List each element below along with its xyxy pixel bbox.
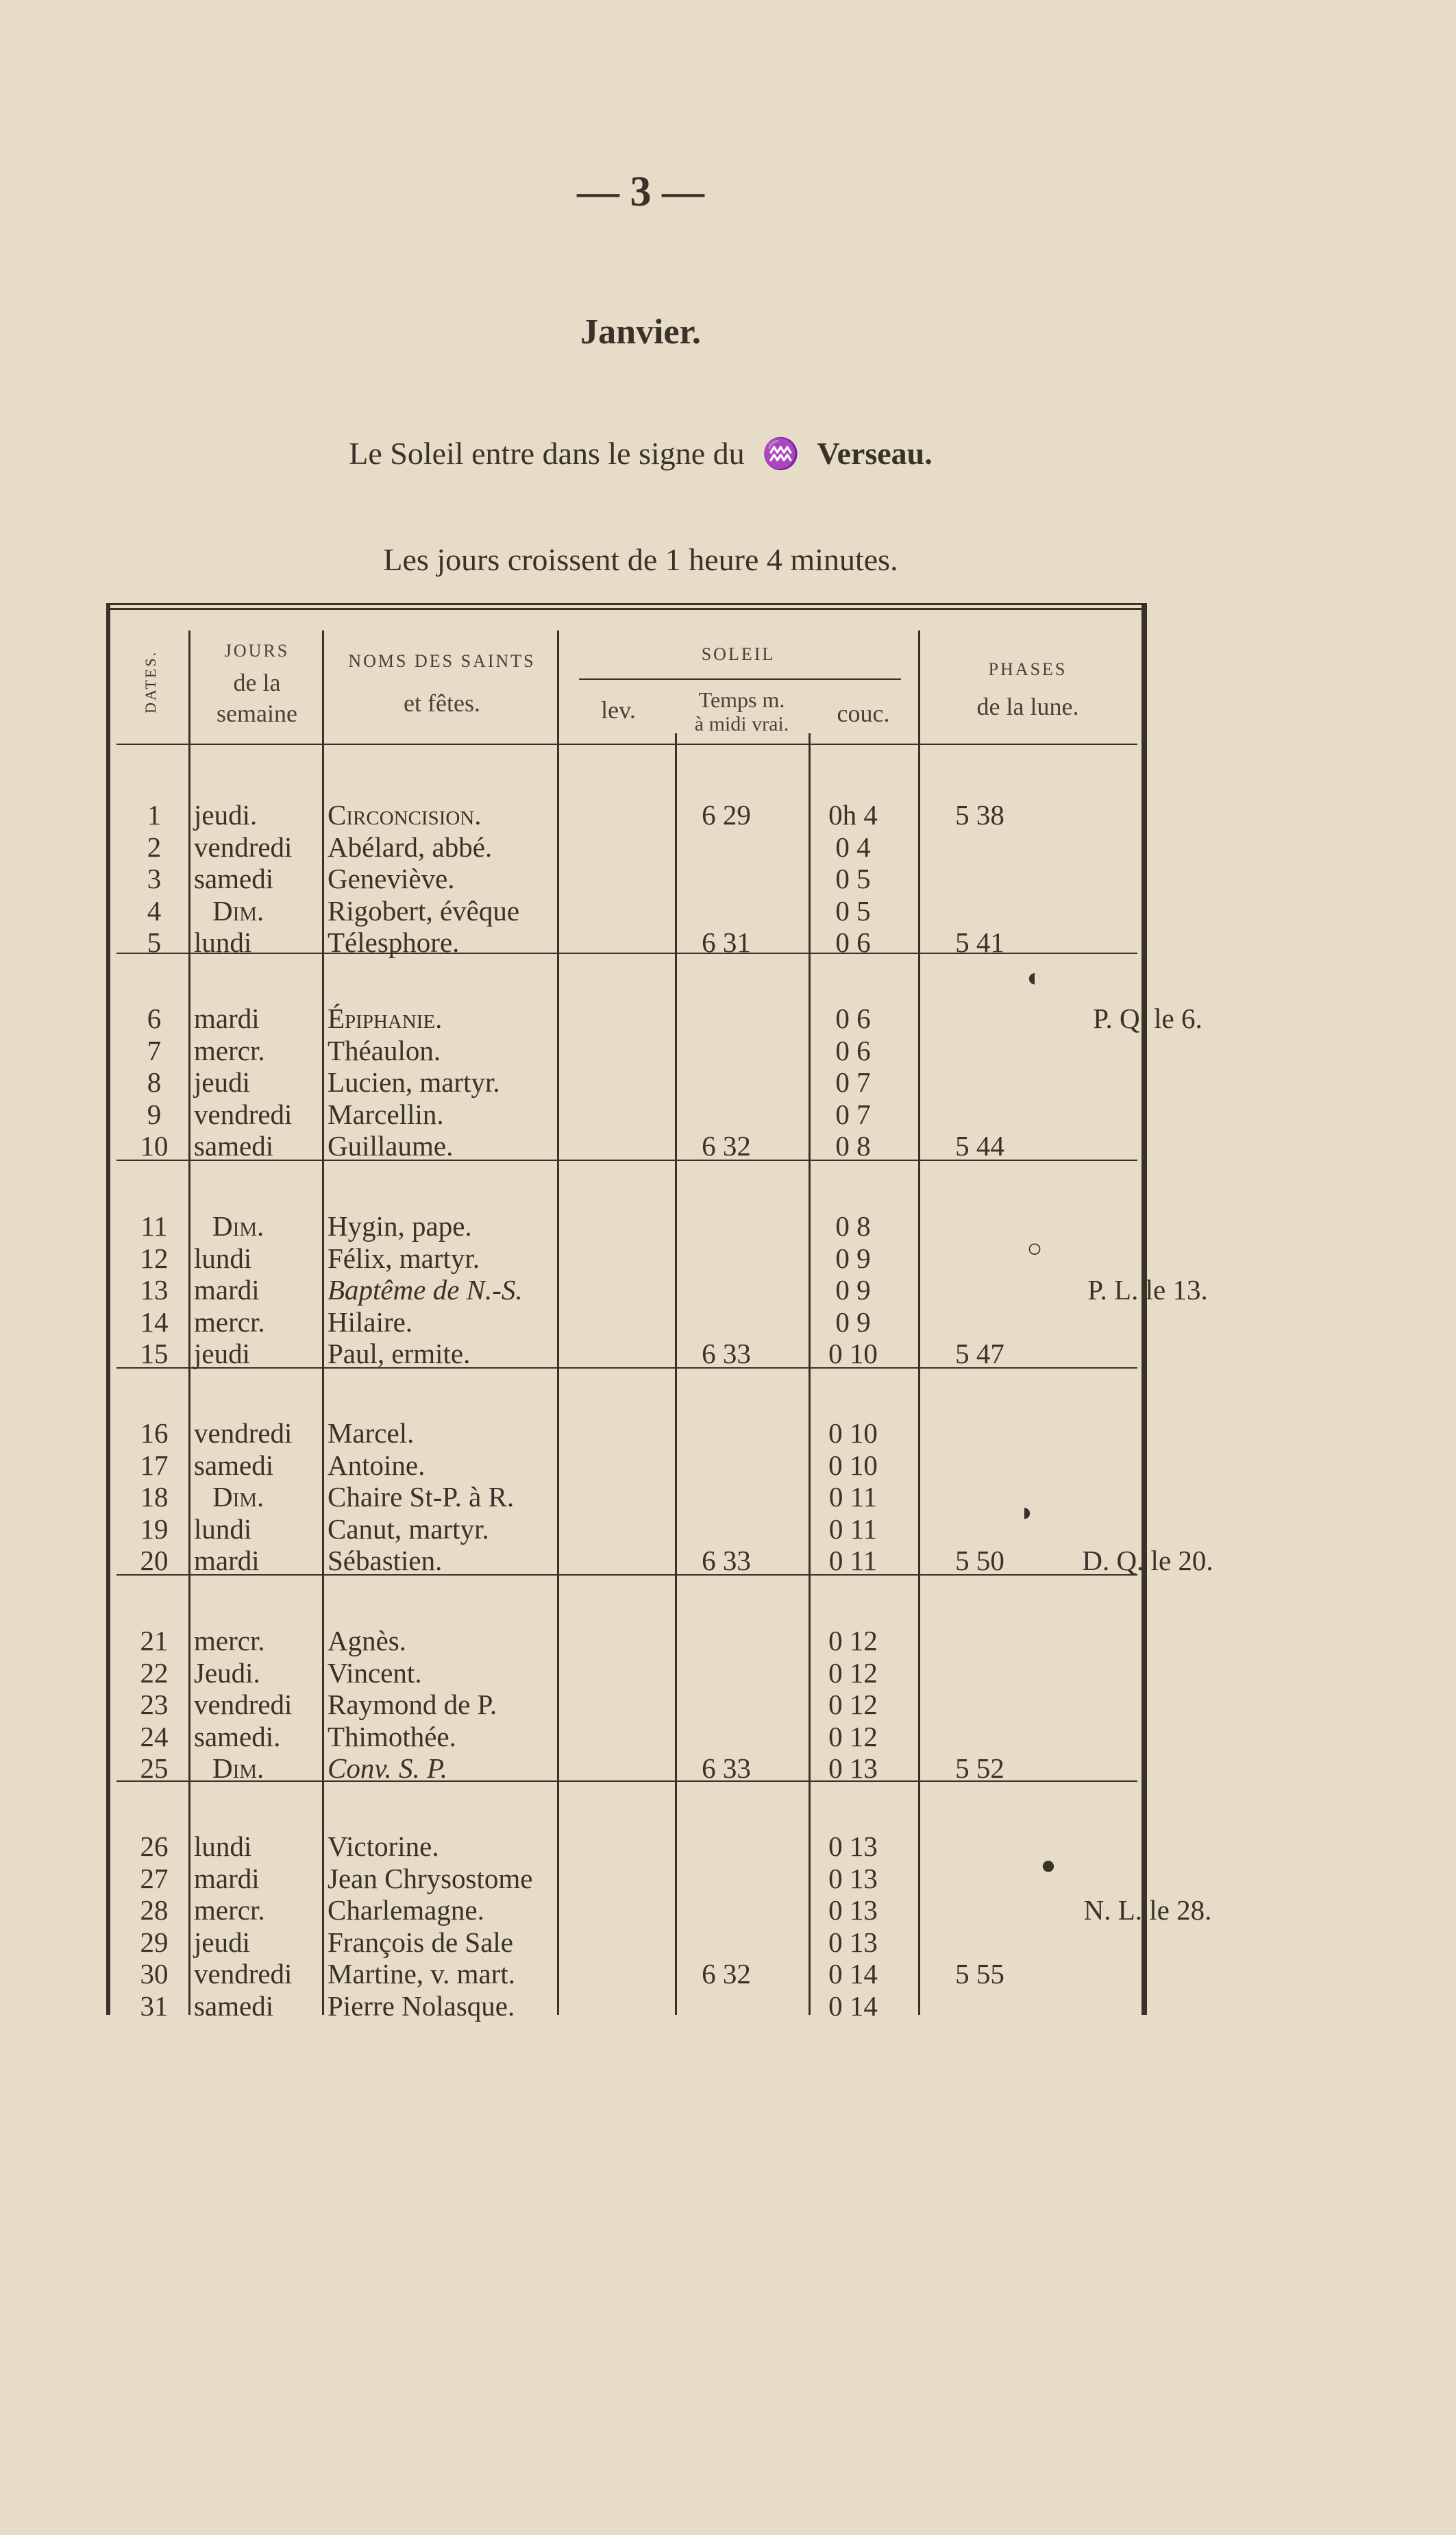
last-quarter-moon-icon: ◑ <box>1016 1498 1033 1527</box>
days-note: Les jours croissent de 1 heure 4 minutes. <box>383 542 898 577</box>
header-jours-3: semaine <box>217 700 297 727</box>
header-soleil-rule <box>579 678 901 680</box>
date-cell: 12 <box>140 1242 169 1274</box>
table-row <box>110 1544 1213 1578</box>
day-cell: lundi <box>194 1830 252 1862</box>
saint-cell: Antoine. <box>328 1449 425 1481</box>
day-cell: lundi <box>194 927 252 958</box>
day-cell: mardi <box>194 1862 260 1894</box>
header-lev: lev. <box>601 696 636 724</box>
header-dates: DATES. <box>142 650 159 713</box>
header-temps: Temps m. <box>698 687 785 712</box>
day-cell: Dim. <box>212 1210 264 1242</box>
date-cell: 13 <box>140 1274 169 1306</box>
noon-time-cell: 0 13 <box>828 1894 878 1926</box>
day-cell: mardi <box>194 1003 260 1034</box>
day-cell: mardi <box>194 1274 260 1306</box>
date-cell: 29 <box>140 1926 169 1958</box>
saint-cell: Charlemagne. <box>328 1894 484 1926</box>
table-row <box>110 1480 1137 1515</box>
saint-cell: Hilaire. <box>328 1306 413 1338</box>
date-cell: 31 <box>140 1989 169 2022</box>
date-cell: 1 <box>147 799 162 831</box>
table-row <box>110 1513 1137 1547</box>
saint-cell: Sébastien. <box>328 1545 443 1576</box>
day-cell: lundi <box>194 1513 252 1545</box>
date-cell: 16 <box>140 1417 169 1449</box>
noon-time-cell: 0 12 <box>828 1689 878 1720</box>
table-row <box>110 1752 1137 1786</box>
noon-time-cell: 0 9 <box>835 1306 871 1338</box>
noon-time-cell: 0 6 <box>835 927 871 958</box>
saint-cell: Raymond de P. <box>328 1689 497 1720</box>
date-cell: 22 <box>140 1656 169 1689</box>
header-bottom-rule <box>116 744 1137 745</box>
saint-cell: Circoncision. <box>328 799 482 831</box>
day-cell: vendredi <box>194 831 293 863</box>
header-soleil: SOLEIL <box>701 644 776 664</box>
date-cell: 4 <box>147 894 162 927</box>
noon-time-cell: 0 13 <box>828 1752 878 1784</box>
day-cell: Dim. <box>212 1481 264 1513</box>
header-jours: JOURS <box>224 641 290 661</box>
sunrise-cell: 6 33 <box>702 1545 751 1576</box>
saint-cell: Geneviève. <box>328 863 455 894</box>
date-cell: 27 <box>140 1862 169 1894</box>
moon-phase-cell: P. L. le 13. <box>1087 1274 1208 1306</box>
date-cell: 5 <box>147 927 162 958</box>
saint-cell: Marcel. <box>328 1417 415 1449</box>
noon-time-cell: 0 12 <box>828 1656 878 1689</box>
saint-cell: Thimothée. <box>328 1720 456 1752</box>
sun-sign-name: Verseau. <box>817 436 933 471</box>
date-cell: 23 <box>140 1689 169 1720</box>
header-temps-2: à midi vrai. <box>694 713 789 735</box>
date-cell: 19 <box>140 1513 169 1545</box>
date-cell: 30 <box>140 1958 169 1989</box>
noon-time-cell: 0 9 <box>835 1274 871 1306</box>
first-quarter-moon-icon: ◐ <box>1026 964 1043 992</box>
table-row <box>110 1926 1137 1960</box>
day-cell: mercr. <box>194 1625 265 1656</box>
day-cell: mercr. <box>194 1306 265 1338</box>
sunrise-cell: 6 31 <box>702 927 751 958</box>
date-cell: 7 <box>147 1034 162 1066</box>
saint-cell: Félix, martyr. <box>328 1242 480 1274</box>
day-cell: samedi <box>194 1989 274 2022</box>
sun-sign-line <box>0 435 1281 472</box>
table-row <box>110 1273 1208 1308</box>
date-cell: 9 <box>147 1098 162 1130</box>
day-cell: mercr. <box>194 1894 265 1926</box>
table-row <box>110 1957 1137 1992</box>
noon-time-cell: 0 11 <box>828 1481 878 1513</box>
saint-cell: Vincent. <box>328 1656 422 1689</box>
saint-cell: Télesphore. <box>328 927 460 958</box>
table-row <box>110 1306 1137 1340</box>
header-noms-2: et fêtes. <box>404 689 480 717</box>
saint-cell: Épiphanie. <box>328 1003 443 1034</box>
moon-phase-cell: D. Q. le 20. <box>1082 1545 1213 1576</box>
date-cell: 14 <box>140 1306 169 1338</box>
sunset-cell: 5 55 <box>955 1958 1004 1989</box>
day-cell: vendredi <box>194 1098 293 1130</box>
date-cell: 26 <box>140 1830 169 1862</box>
saint-cell: Agnès. <box>328 1625 407 1656</box>
table-row <box>110 1862 1137 1896</box>
date-cell: 28 <box>140 1894 169 1926</box>
noon-time-cell: 0 12 <box>828 1625 878 1656</box>
full-moon-icon: ○ <box>1026 1234 1043 1263</box>
noon-time-cell: 0 10 <box>828 1338 878 1369</box>
table-row <box>110 1720 1137 1754</box>
noon-time-cell: 0 10 <box>828 1417 878 1449</box>
date-cell: 11 <box>140 1210 168 1242</box>
saint-cell: François de Sale <box>328 1926 513 1958</box>
date-cell: 20 <box>140 1545 169 1576</box>
saint-cell: Marcellin. <box>328 1098 444 1130</box>
table-row <box>110 1417 1137 1451</box>
day-cell: Dim. <box>212 894 264 927</box>
table-row <box>110 1098 1137 1132</box>
table-row <box>110 1656 1137 1691</box>
table-row <box>110 1066 1137 1100</box>
noon-time-cell: 0 9 <box>835 1242 871 1274</box>
noon-time-cell: 0 8 <box>835 1210 871 1242</box>
noon-time-cell: 0 4 <box>835 831 871 863</box>
header-jours-2: de la <box>233 669 281 696</box>
noon-time-cell: 0 7 <box>835 1098 871 1130</box>
day-cell: vendredi <box>194 1417 293 1449</box>
day-cell: lundi <box>194 1242 252 1274</box>
day-cell: mercr. <box>194 1034 265 1066</box>
sunset-cell: 5 47 <box>955 1338 1004 1369</box>
month-title: Janvier. <box>580 313 701 352</box>
noon-time-cell: 0 6 <box>835 1034 871 1066</box>
noon-time-cell: 0 6 <box>835 1003 871 1034</box>
sunrise-cell: 6 32 <box>702 1958 751 1989</box>
sunset-cell: 5 52 <box>955 1752 1004 1784</box>
header-noms: NOMS DES SAINTS <box>348 651 536 671</box>
table-row <box>110 862 1137 896</box>
saint-cell: Martine, v. mart. <box>328 1958 516 1989</box>
saint-cell: Victorine. <box>328 1830 439 1862</box>
table-row <box>110 894 1137 929</box>
day-cell: jeudi <box>194 1338 250 1369</box>
noon-time-cell: 0 11 <box>828 1513 878 1545</box>
saint-cell: Canut, martyr. <box>328 1513 489 1545</box>
new-moon-icon: ● <box>1040 1851 1057 1880</box>
saint-cell: Jean Chrysostome <box>328 1862 533 1894</box>
date-cell: 3 <box>147 863 162 894</box>
day-cell: samedi <box>194 1130 274 1162</box>
date-cell: 24 <box>140 1720 169 1752</box>
noon-time-cell: 0 5 <box>835 863 871 894</box>
day-cell: mardi <box>194 1545 260 1576</box>
sunset-cell: 5 50 <box>955 1545 1004 1576</box>
day-cell: vendredi <box>194 1958 293 1989</box>
noon-time-cell: 0 12 <box>828 1720 878 1752</box>
date-cell: 18 <box>140 1481 169 1513</box>
date-cell: 17 <box>140 1449 169 1481</box>
header-couc: couc. <box>837 700 890 727</box>
sunset-cell: 5 38 <box>955 799 1004 831</box>
table-row <box>110 1624 1137 1658</box>
noon-time-cell: 0 14 <box>828 1958 878 1989</box>
day-cell: jeudi. <box>194 799 258 831</box>
noon-time-cell: 0 8 <box>835 1130 871 1162</box>
moon-phase-cell: P. Q. le 6. <box>1093 1003 1202 1034</box>
day-cell: jeudi <box>194 1926 250 1958</box>
table-row <box>110 1242 1137 1276</box>
table-row <box>110 1337 1137 1371</box>
noon-time-cell: 0 11 <box>828 1545 878 1576</box>
saint-cell: Hygin, pape. <box>328 1210 472 1242</box>
sunrise-cell: 6 32 <box>702 1130 751 1162</box>
page-number: — 3 — <box>577 169 704 215</box>
day-cell: Jeudi. <box>194 1656 260 1689</box>
day-cell: samedi <box>194 1449 274 1481</box>
saint-cell: Lucien, martyr. <box>328 1066 500 1098</box>
noon-time-cell: 0 5 <box>835 894 871 927</box>
sunrise-cell: 6 33 <box>702 1338 751 1369</box>
table-row <box>110 798 1137 833</box>
header-phases: PHASES <box>988 659 1068 679</box>
saint-cell: Paul, ermite. <box>328 1338 471 1369</box>
table-row <box>110 1002 1202 1036</box>
table-row <box>110 1034 1137 1068</box>
day-cell: samedi. <box>194 1720 281 1752</box>
table-row <box>110 1688 1137 1722</box>
date-cell: 10 <box>140 1130 169 1162</box>
table-row <box>110 1894 1212 1928</box>
table-row <box>110 1129 1137 1164</box>
table-row <box>110 831 1137 865</box>
noon-time-cell: 0 13 <box>828 1926 878 1958</box>
moon-phase-cell: N. L. le 28. <box>1083 1894 1212 1926</box>
sunrise-cell: 6 33 <box>702 1752 751 1784</box>
sun-sign-prefix: Le Soleil entre dans le signe du <box>349 436 745 471</box>
saint-cell: Baptême de N.-S. <box>328 1274 523 1306</box>
date-cell: 2 <box>147 831 162 863</box>
saint-cell: Abélard, abbé. <box>328 831 493 863</box>
aquarius-icon: ♒ <box>762 437 800 471</box>
date-cell: 25 <box>140 1752 169 1784</box>
table-row <box>110 1989 1137 2024</box>
saint-cell: Rigobert, évêque <box>328 894 520 927</box>
noon-time-cell: 0 7 <box>835 1066 871 1098</box>
day-cell: jeudi <box>194 1066 250 1098</box>
saint-cell: Pierre Nolasque. <box>328 1989 515 2022</box>
table-row <box>110 1449 1137 1483</box>
header-phases-2: de la lune. <box>976 693 1079 720</box>
date-cell: 6 <box>147 1003 162 1034</box>
date-cell: 8 <box>147 1066 162 1098</box>
table-row <box>110 1210 1137 1244</box>
saint-cell: Guillaume. <box>328 1130 454 1162</box>
date-cell: 15 <box>140 1338 169 1369</box>
saint-cell: Conv. S. P. <box>328 1752 448 1784</box>
noon-time-cell: 0 13 <box>828 1862 878 1894</box>
day-cell: Dim. <box>212 1752 264 1784</box>
noon-time-cell: 0 14 <box>828 1989 878 2022</box>
sunrise-cell: 6 29 <box>702 799 751 831</box>
saint-cell: Chaire St-P. à R. <box>328 1481 515 1513</box>
day-cell: vendredi <box>194 1689 293 1720</box>
date-cell: 21 <box>140 1625 169 1656</box>
day-cell: samedi <box>194 863 274 894</box>
table-row <box>110 926 1137 960</box>
noon-time-cell: 0h 4 <box>828 799 878 831</box>
sunset-cell: 5 44 <box>955 1130 1004 1162</box>
sunset-cell: 5 41 <box>955 927 1004 958</box>
table-row <box>110 1830 1137 1864</box>
noon-time-cell: 0 10 <box>828 1449 878 1481</box>
noon-time-cell: 0 13 <box>828 1830 878 1862</box>
saint-cell: Théaulon. <box>328 1034 441 1066</box>
